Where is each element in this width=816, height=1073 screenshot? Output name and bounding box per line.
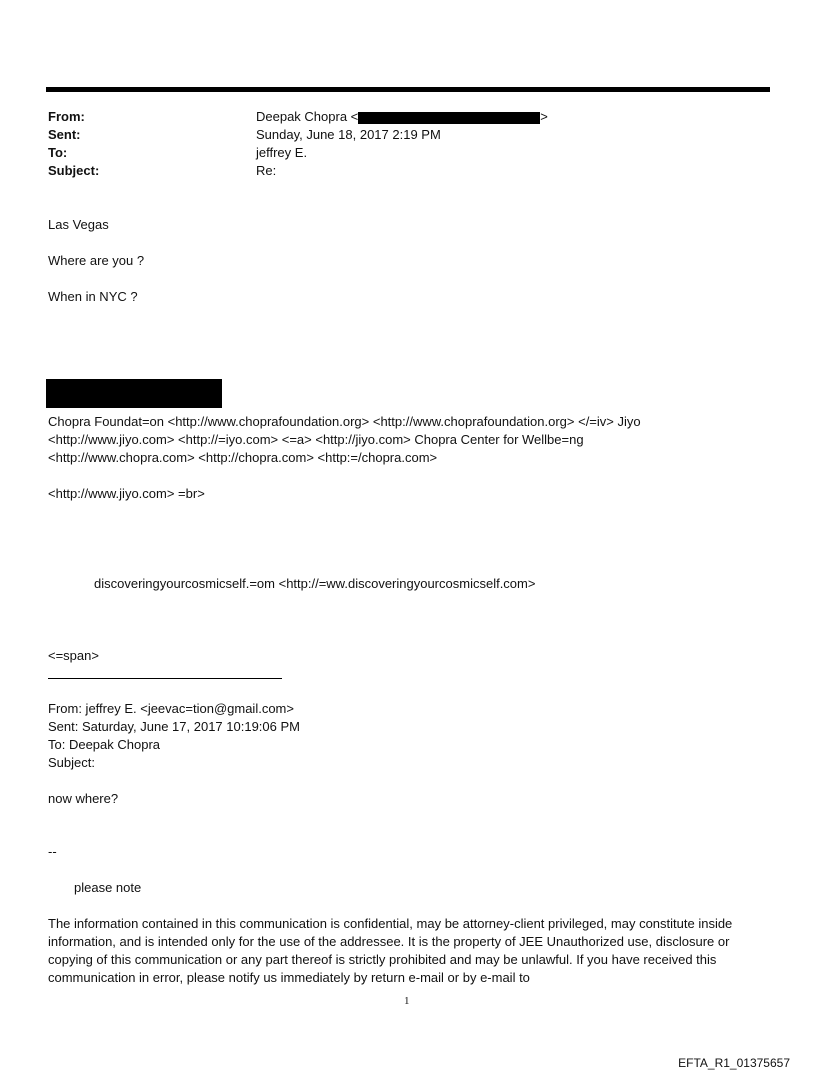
subject-label: Subject: [48,163,100,178]
signature-line: <http://www.jiyo.com> <http://=iyo.com> <=a> <http://jiyo.com> Chopra Center for Wellbe=ng [48,432,584,447]
signature-line: <http://www.chopra.com> <http://chopra.com> <http:=/chopra.com> [48,450,438,465]
document-id: EFTA_R1_01375657 [678,1056,790,1070]
page-number: 1 [404,995,410,1007]
disclaimer-paragraph: The information contained in this communication is confidential, may be attorney-client privileged, may constitute inside information, and is intended only for the use of the addressee. It is the property of JEE Unauthorized use, disclosure or copying of this communication or any part thereof is strictly prohibited and may be unlawful. If you have received this communication in error, please notify us immediately by return e-mail or by e-mail to [48,916,733,985]
quoted-from: From: jeffrey E. <jeevac=tion@gmail.com> [48,701,294,716]
quoted-body: now where? [48,791,119,806]
from-suffix: > [540,109,548,124]
body-line: Las Vegas [48,217,109,232]
quoted-sent: Sent: Saturday, June 17, 2017 10:19:06 PM [48,719,300,734]
body-line: When in NYC ? [48,289,138,304]
from-label: From: [48,109,85,124]
sent-value: Sunday, June 18, 2017 2:19 PM [256,127,441,142]
to-label: To: [48,145,68,160]
signature-line: <http://www.jiyo.com> =br> [48,486,205,501]
redaction-block [358,112,540,124]
please-note: please note [74,880,142,895]
redaction-block [46,379,222,408]
to-value: jeffrey E. [256,145,308,160]
signature-line: Chopra Foundat=on <http://www.choprafoundation.org> <http://www.choprafoundation.org> </=iv> Jiyo [48,414,641,429]
from-name: Deepak Chopra < [256,109,359,124]
quoted-subject: Subject: [48,755,95,770]
cosmic-link-line: discoveringyourcosmicself.=om <http://=ww.discoveringyourcosmicself.com> [94,576,536,591]
subject-value: Re: [256,163,277,178]
header-rule [46,87,770,92]
sent-label: Sent: [48,127,81,142]
signature-dashes: -- [48,844,57,859]
quote-separator [48,678,282,679]
quoted-to: To: Deepak Chopra [48,737,161,752]
from-value [256,108,548,126]
span-line: <=span> [48,648,99,663]
body-line: Where are you ? [48,253,145,268]
